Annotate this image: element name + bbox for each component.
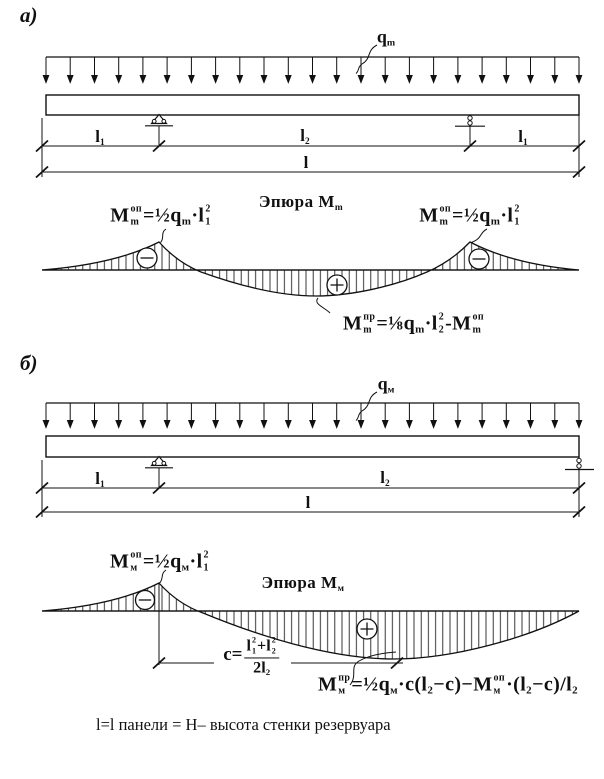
roller-support-icon-a	[455, 115, 485, 146]
leader-line-support-formula-left-a	[161, 229, 167, 243]
minus-sign-icon-a-left	[137, 248, 157, 268]
diagram-title-a: Эпюра $M_m$	[258, 192, 344, 213]
dim-label-l-b: l	[305, 493, 311, 513]
load-arrows-a	[43, 57, 581, 83]
load-arrows-b	[43, 403, 581, 428]
support-moment-formula-a-right: M оп m $=\frac{1}{2}q_m\cdot l$ 2 1	[419, 203, 520, 228]
leader-line-span-formula-a	[317, 298, 330, 313]
dim-label-l2-a: $l_2$	[300, 126, 310, 147]
pin-roller-left	[152, 119, 156, 123]
beam-b	[46, 436, 579, 457]
span-moment-formula-a: M пр m $=\frac{1}{8}q_m\cdot l$ 2 2 -M оп m	[342, 311, 485, 336]
pinned-support-icon-a	[145, 115, 173, 147]
dim-label-l-a: l	[303, 153, 309, 173]
load-arrow-set	[43, 403, 581, 428]
leader-line-support-formula-right-a	[472, 229, 488, 243]
figure-b-drawing	[36, 392, 594, 685]
minus-sign-icon-a-right	[469, 249, 489, 269]
figure-a-drawing	[36, 45, 585, 313]
moment-region-a	[42, 242, 579, 296]
pin-roller-right	[162, 119, 166, 123]
minus-sign-icon-b	[136, 591, 155, 610]
diagram-title-b: Эпюра $M_м$	[261, 573, 345, 594]
leader-line-load-label-b	[356, 392, 377, 421]
plus-sign-icon-b	[357, 619, 377, 639]
load-label-b: $q_м$	[377, 373, 395, 396]
roller-circle-bottom	[577, 464, 581, 468]
pin-roller-right	[162, 461, 166, 465]
roller-circle-top	[577, 458, 581, 462]
beam-a	[46, 95, 579, 115]
dim-label-l1-right-a: $l_1$	[518, 127, 528, 148]
panel-label-a: а)	[20, 3, 38, 27]
dim-label-l1-left-a: $l_1$	[95, 127, 105, 148]
dim-label-l2-b: $l_2$	[380, 468, 390, 489]
leader-line-load-label-a	[356, 45, 377, 74]
load-label-a: $q_m$	[376, 26, 396, 49]
dim-label-l1-b: $l_1$	[95, 469, 105, 490]
roller-circle-top	[468, 116, 472, 120]
figure-caption: l=l панели = H– высота стенки резервуара	[96, 715, 391, 734]
support-moment-formula-b: M оп м $=\frac{1}{2}q_м\cdot l$ 2 1	[110, 549, 209, 574]
support-moment-formula-a-left: M оп m $=\frac{1}{2}q_m\cdot l$ 2 1	[110, 203, 211, 228]
pinned-support-icon-b	[145, 457, 173, 489]
pin-roller-left	[152, 461, 156, 465]
panel-label-b: б)	[20, 351, 38, 375]
moment-region-b	[42, 583, 579, 659]
roller-circle-bottom	[468, 121, 472, 125]
plus-sign-icon-a	[327, 275, 347, 295]
distance-c-formula-b: c= l 2 1 +l 2 2 $2l_2$	[223, 636, 281, 677]
span-moment-formula-b: M пр м $=\frac{1}{2}q_м\cdot c(l_2-c)-M$ оп м $\cdot(l_2-c)/l_2$	[317, 672, 579, 697]
load-arrow-set	[43, 57, 581, 83]
